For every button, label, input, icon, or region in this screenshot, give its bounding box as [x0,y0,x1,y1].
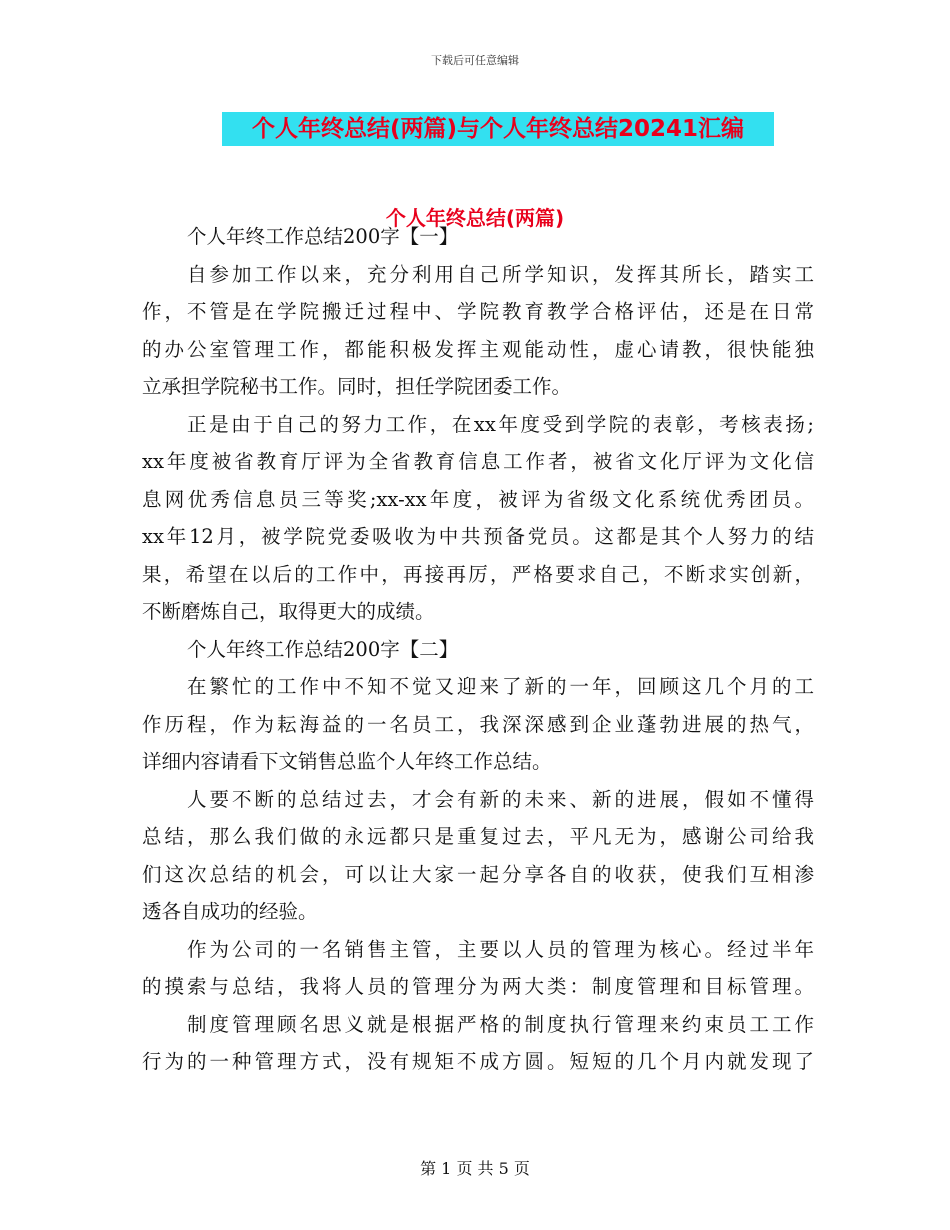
text-line: 果，希望在以后的工作中，再接再厉，严格要求自己，不断求实创新， [142,562,814,586]
section-title: 个人年终总结(两篇) [385,206,565,230]
text-line: 行为的一种管理方式，没有规矩不成方圆。短短的几个月内就发现了 [142,1050,814,1073]
text-line: 们这次总结的机会，可以让大家一起分享各自的收获，使我们互相渗 [142,862,814,886]
text-line: 制度管理顾名思义就是根据严格的制度执行管理来约束员工工作 [187,1012,814,1036]
text-line: 详细内容请看下文销售总监个人年终工作总结。 [142,750,552,773]
document-title: 个人年终总结(两篇)与个人年终总结20241汇编 [222,112,774,146]
text-line: 人要不断的总结过去，才会有新的未来、新的进展，假如不懂得 [187,787,814,811]
paragraph-heading: 个人年终工作总结200字【二】 [187,637,459,661]
header-note: 下载后可任意编辑 [431,54,519,67]
text-line: 在繁忙的工作中不知不觉又迎来了新的一年，回顾这几个月的工 [187,675,814,698]
document-body [142,218,814,1081]
text-line: 作历程，作为耘海益的一名员工，我深深感到企业蓬勃进展的热气， [142,712,814,736]
text-line: xx年12月，被学院党委吸收为中共预备党员。这都是其个人努力的结 [142,525,814,548]
text-line: 作为公司的一名销售主管，主要以人员的管理为核心。经过半年 [187,937,814,961]
page-footer: 第 1 页 共 5 页 [420,1159,530,1178]
text-line: 正是由于自己的努力工作，在xx年度受到学院的表彰，考核表扬; [187,412,814,436]
text-line: 立承担学院秘书工作。同时，担任学院团委工作。 [142,375,572,398]
text-line: 自参加工作以来，充分利用自己所学知识，发挥其所长，踏实工 [187,262,814,286]
text-line: 的摸索与总结，我将人员的管理分为两大类：制度管理和目标管理。 [142,975,814,998]
paragraph-heading: 个人年终工作总结200字【一】 [187,225,459,248]
text-line: 不断磨炼自己，取得更大的成绩。 [142,600,435,623]
text-line: 的办公室管理工作，都能积极发挥主观能动性，虚心请教，很快能独 [142,337,814,361]
text-line: 作，不管是在学院搬迁过程中、学院教育教学合格评估，还是在日常 [142,300,814,323]
text-line: 透各自成功的经验。 [142,900,318,923]
text-line: 总结，那么我们做的永远都只是重复过去，平凡无为，感谢公司给我 [142,825,814,848]
text-line: 息网优秀信息员三等奖;xx-xx年度，被评为省级文化系统优秀团员。 [142,487,814,511]
text-line: xx年度被省教育厅评为全省教育信息工作者，被省文化厅评为文化信 [142,450,814,473]
